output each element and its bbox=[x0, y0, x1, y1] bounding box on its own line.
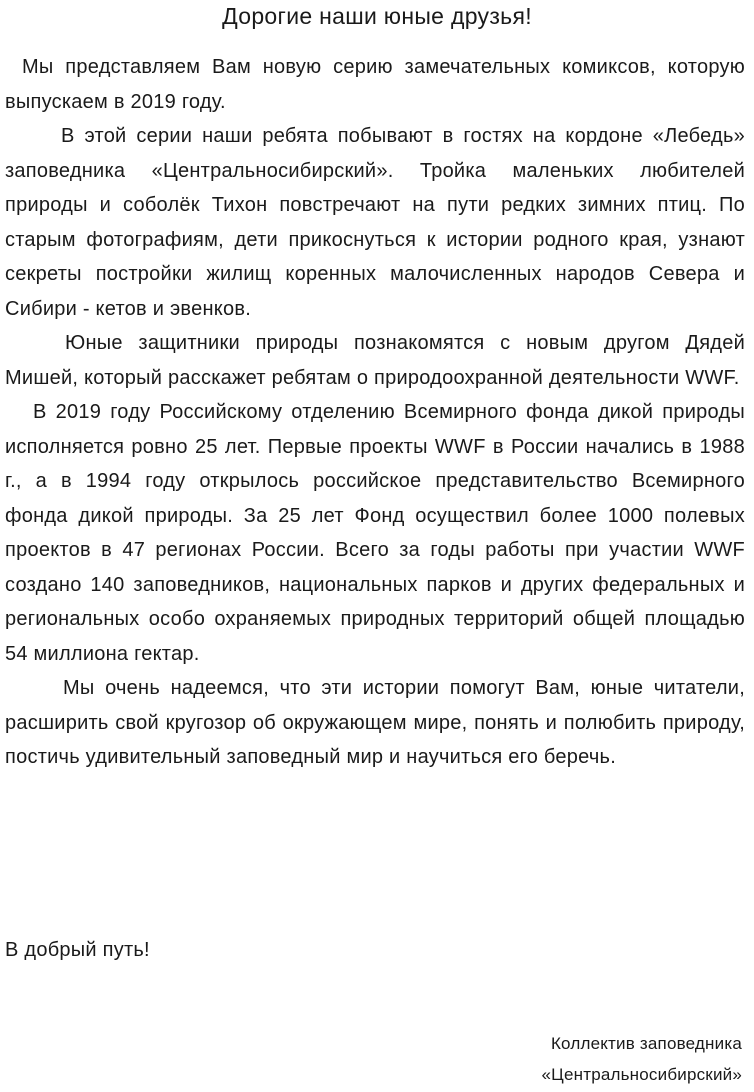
signature-line-1: Коллектив заповедника bbox=[550, 1034, 742, 1053]
closing-line: В добрый путь! bbox=[5, 939, 150, 961]
paragraph-defenders: Юные защитники природы познакомятся с новым другом Дядей Мишей, который расскажет ребятам о природоохранной деятельности WWF. bbox=[5, 332, 745, 389]
paragraph-hope: Мы очень надеемся, что эти истории помогут Вам, юные читатели, расширить свой кругозор об окружающем мире, понять и полюбить природу, постичь удивительный заповедный мир и научиться его беречь. bbox=[5, 677, 745, 768]
signature-block bbox=[482, 1028, 742, 1090]
signature-line-2: «Центральносибирский» bbox=[541, 1065, 742, 1084]
paragraph-intro: Мы представляем Вам новую серию замечательных комиксов, которую выпускаем в 2019 году. bbox=[5, 56, 745, 113]
letter-body bbox=[5, 50, 745, 775]
paragraph-series: В этой серии наши ребята побывают в гостях на кордоне «Лебедь» заповедника «Центральносибирский». Тройка маленьких любителей природы и соболёк Тихон повстречают на пути редких зимних птиц. По старым фотографиям, дети прикоснуться к истории родного края, узнают секреты постройки жилищ коренных малочисленных народов Севера и Сибири - кетов и эвенков. bbox=[5, 125, 745, 320]
paragraph-wwf-history: В 2019 году Российскому отделению Всемирного фонда дикой природы исполняется ровно 25 лет. Первые проекты WWF в России начались в 1988 г., а в 1994 году открылось российское представительство Всемирного фонда дикой природы. За 25 лет Фонд осуществил более 1000 полевых проектов в 47 регионах России. Всего за годы работы при участии WWF создано 140 заповедников, национальных парков и других федеральных и региональных особо охраняемых природных территорий общей площадью 54 миллиона гектар. bbox=[5, 401, 745, 665]
page-title: Дорогие наши юные друзья! bbox=[222, 3, 532, 29]
